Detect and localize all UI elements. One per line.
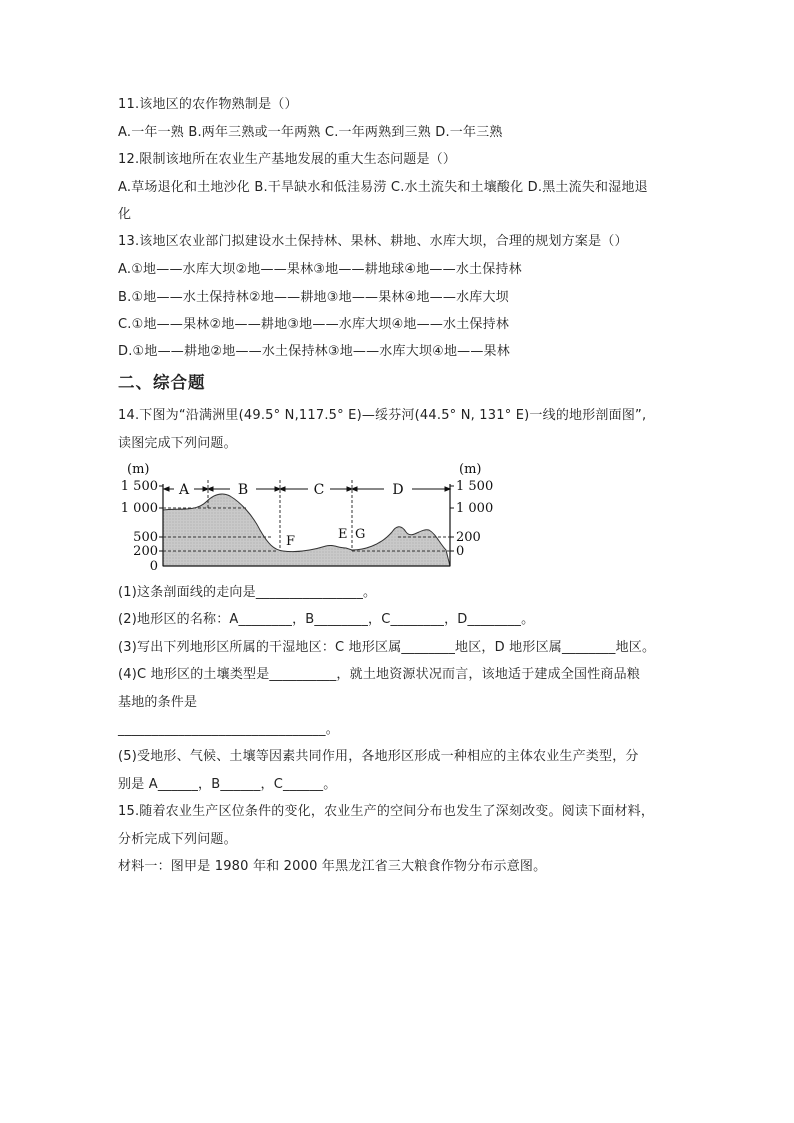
question-14-sub4-cont: 基地的条件是 bbox=[118, 695, 198, 710]
region-arrows bbox=[164, 487, 450, 491]
question-12-options-wrap: 化 bbox=[118, 207, 132, 222]
question-13-option-a: A.①地——水库大坝②地——果林③地——耕地球④地——水土保持林 bbox=[118, 262, 522, 277]
right-tick-0: 0 bbox=[456, 544, 465, 559]
terrain-profile-area bbox=[163, 494, 450, 566]
question-12-options: A.草场退化和土地沙化 B.干旱缺水和低洼易涝 C.水土流失和土壤酸化 D.黑土流失和湿地退 bbox=[118, 180, 648, 195]
question-13-option-b: B.①地——水土保持林②地——耕地③地——果林④地——水库大坝 bbox=[118, 290, 509, 305]
terrain-profile-figure bbox=[118, 458, 498, 576]
question-11-options: A.一年一熟 B.两年三熟或一年两熟 C.一年两熟到三熟 D.一年三熟 bbox=[118, 125, 503, 140]
question-15-stem-cont: 分析完成下列问题。 bbox=[118, 832, 237, 847]
question-14-sub5-cont: 别是 A______，B______，C______。 bbox=[118, 777, 337, 792]
region-label-c: C bbox=[313, 482, 325, 498]
left-axis-unit: (m) bbox=[127, 462, 150, 477]
question-14-sub5: (5)受地形、气候、土壤等因素共同作用，各地形区形成一种相应的主体农业生产类型，分 bbox=[118, 749, 639, 764]
question-12-stem: 12.限制该地所在农业生产基地发展的重大生态问题是（） bbox=[118, 152, 457, 167]
question-14-stem: 14.下图为“沿满洲里(49.5° N,117.5° E)—绥芬河(44.5° N, 131° E)一线的地形剖面图”, bbox=[118, 408, 647, 423]
question-11-stem: 11.该地区的农作物熟制是（） bbox=[118, 97, 298, 112]
region-label-d: D bbox=[392, 482, 404, 498]
question-14-stem-cont: 读图完成下列问题。 bbox=[118, 436, 237, 451]
point-label-e: E bbox=[338, 527, 348, 542]
left-tick-0: 0 bbox=[149, 559, 158, 574]
left-tick-500: 500 bbox=[133, 530, 158, 545]
right-axis-unit: (m) bbox=[459, 462, 482, 477]
right-tick-1000: 1 000 bbox=[456, 501, 494, 516]
question-14-sub1: (1)这条剖面线的走向是________________。 bbox=[118, 585, 377, 600]
question-13-stem: 13.该地区农业部门拟建设水土保持林、果林、耕地、水库大坝，合理的规划方案是（） bbox=[118, 234, 628, 249]
question-14-sub4-blank: _______________________________。 bbox=[118, 722, 339, 737]
left-tick-200: 200 bbox=[133, 544, 158, 559]
question-13-option-c: C.①地——果林②地——耕地③地——水库大坝④地——水土保持林 bbox=[118, 317, 510, 332]
question-13-option-d: D.①地——耕地②地——水土保持林③地——水库大坝④地——果林 bbox=[118, 344, 510, 359]
right-tick-200: 200 bbox=[456, 530, 481, 545]
left-tick-1500: 1 500 bbox=[120, 479, 158, 494]
question-15-stem: 15.随着农业生产区位条件的变化，农业生产的空间分布也发生了深刻改变。阅读下面材料， bbox=[118, 804, 655, 819]
point-label-g: G bbox=[355, 527, 366, 542]
question-14-sub2: (2)地形区的名称：A________，B________，C________，D________。 bbox=[118, 612, 535, 627]
left-tick-1000: 1 000 bbox=[120, 501, 158, 516]
question-14-sub4: (4)C 地形区的土壤类型是__________，就土地资源状况而言，该地适于建成全国性商品粮 bbox=[118, 667, 641, 682]
question-14-sub3: (3)写出下列地形区所属的干湿地区：C 地形区属________地区，D 地形区属________地区。 bbox=[118, 640, 656, 655]
section-title: 二、综合题 bbox=[118, 373, 206, 392]
right-tick-1500: 1 500 bbox=[456, 479, 494, 494]
region-label-b: B bbox=[237, 482, 249, 498]
point-label-f: F bbox=[286, 534, 296, 549]
region-label-a: A bbox=[178, 482, 190, 498]
question-15-material-1: 材料一：图甲是 1980 年和 2000 年黑龙江省三大粮食作物分布示意图。 bbox=[118, 859, 547, 874]
